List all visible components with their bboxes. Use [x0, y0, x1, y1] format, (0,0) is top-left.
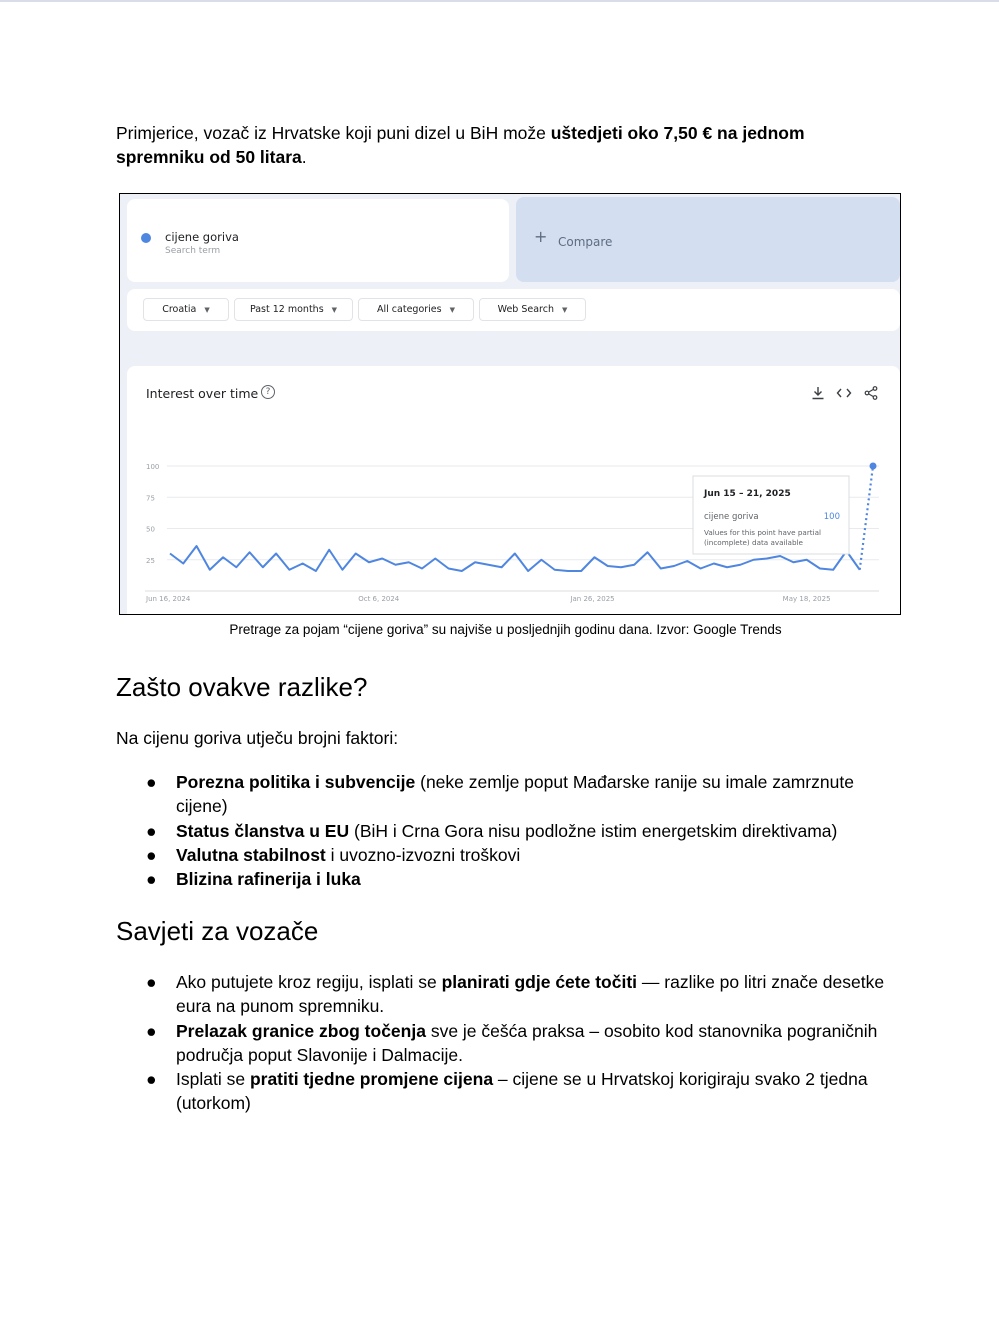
filter-time-label: Past 12 months — [249, 304, 324, 315]
list-item-text: — razlike po litri znače desetke eura na punom spremniku. — [176, 972, 885, 1017]
list-item-bold: pratiti tjedne promjene cijena — [249, 1069, 494, 1090]
tooltip-value: 100 — [823, 512, 840, 522]
caret-down-icon: ▼ — [561, 305, 568, 314]
bullet-dot: ● — [146, 1069, 157, 1090]
list-item-bold: Status članstva u EU — [176, 820, 350, 841]
filter-time-range[interactable] — [234, 298, 353, 321]
x-tick-label: Jan 26, 2025 — [570, 595, 615, 603]
filter-region-label: Croatia — [162, 304, 197, 315]
filter-search-type[interactable] — [479, 298, 586, 321]
y-tick-label: 75 — [146, 494, 155, 503]
interest-line-chart — [127, 366, 900, 614]
section-heading-tips: Savjeti za vozače — [116, 916, 319, 946]
tooltip-term: cijene goriva — [704, 512, 759, 522]
list-item-text: Ako putujete kroz regiju, isplati se — [176, 972, 442, 992]
section-heading-differences: Zašto ovakve razlike? — [116, 672, 368, 702]
filter-region[interactable] — [143, 298, 229, 321]
intro-text-end: . — [301, 147, 307, 167]
search-term-sublabel: Search term — [165, 246, 221, 256]
bullet-dot: ● — [146, 820, 157, 841]
y-tick-label: 100 — [146, 463, 160, 471]
list-item-bold: Blizina rafinerija i luka — [176, 869, 361, 890]
caret-down-icon: ▼ — [204, 305, 210, 314]
bullet-dot: ● — [146, 1020, 157, 1041]
list-item-text: (BiH i Crna Gora nisu podložne istim energetskim direktivama) — [349, 820, 838, 841]
filter-category[interactable] — [358, 298, 474, 321]
bullet-dot: ● — [146, 869, 157, 890]
page-top-border — [0, 0, 999, 2]
x-tick-label: Jun 16, 2024 — [146, 595, 191, 603]
term-color-dot — [141, 233, 151, 243]
caret-down-icon: ▼ — [331, 305, 338, 314]
list-item-text: Isplati se — [176, 1069, 250, 1090]
list-item-bold: Valutna stabilnost — [176, 844, 326, 865]
intro-text: Primjerice, vozač iz Hrvatske koji puni dizel u BiH može — [116, 123, 551, 143]
filter-search-type-label: Web Search — [497, 304, 554, 315]
tooltip-note-line2: (incomplete) data available — [704, 538, 803, 547]
google-trends-screenshot — [119, 193, 901, 615]
tips-list — [116, 970, 896, 1116]
filter-bar — [127, 289, 900, 331]
list-item — [116, 843, 896, 867]
filter-category-label: All categories — [377, 304, 442, 315]
last-data-point[interactable] — [870, 463, 877, 470]
image-caption: Pretrage za pojam “cijene goriva” su najviše u posljednjih godinu dana. Izvor: Google Trends — [229, 622, 782, 637]
list-item — [116, 1067, 896, 1116]
list-item — [116, 1019, 896, 1068]
x-tick-label: May 18, 2025 — [782, 595, 831, 603]
help-icon[interactable]: ? — [261, 385, 275, 399]
y-tick-label: 25 — [146, 556, 155, 565]
search-term-card[interactable] — [127, 199, 509, 282]
plus-icon: + — [534, 227, 548, 246]
compare-label: Compare — [558, 235, 613, 249]
chart-title: Interest over time — [146, 386, 259, 401]
intro-bold-text: uštedjeti oko 7,50 € na jednom spremniku od 50 litara — [116, 123, 805, 167]
list-item-text: (neke zemlje poput Mađarske ranije su imale zamrznute cijene) — [176, 772, 854, 817]
intro-paragraph — [116, 121, 876, 169]
y-tick-label: 50 — [146, 525, 155, 534]
list-item-bold: Prelazak granice zbog točenja — [176, 1020, 426, 1041]
factors-lead: Na cijenu goriva utječu brojni faktori: — [116, 728, 399, 748]
series-partial-segment — [860, 466, 873, 570]
list-item-bold: planirati gdje ćete točiti — [441, 972, 638, 992]
list-item — [116, 770, 896, 819]
list-item-text: sve je češća praksa – osobito kod stanovnika pograničnih područja poput Slavonije i Dalmacije. — [176, 1020, 878, 1065]
caret-down-icon: ▼ — [449, 305, 455, 314]
list-item — [116, 970, 896, 1019]
tooltip-note-line1: Values for this point have partial — [704, 528, 822, 537]
search-term-name: cijene goriva — [165, 230, 239, 244]
compare-button[interactable] — [516, 197, 900, 282]
chart-tooltip — [693, 476, 849, 554]
list-item — [116, 867, 896, 891]
factors-list — [116, 770, 896, 891]
list-item-text: – cijene se u Hrvatskoj korigiraju svako 2 tjedna (utorkom) — [176, 1069, 868, 1114]
x-tick-label: Oct 6, 2024 — [358, 595, 400, 603]
tooltip-date: Jun 15 – 21, 2025 — [704, 489, 791, 499]
list-item-text: i uvozno-izvozni troškovi — [325, 844, 521, 865]
list-item-bold: Porezna politika i subvencije — [176, 772, 416, 792]
bullet-dot: ● — [146, 972, 157, 992]
bullet-dot: ● — [146, 772, 157, 792]
list-item — [116, 819, 896, 843]
bullet-dot: ● — [146, 844, 157, 865]
interest-over-time-card — [127, 366, 900, 614]
